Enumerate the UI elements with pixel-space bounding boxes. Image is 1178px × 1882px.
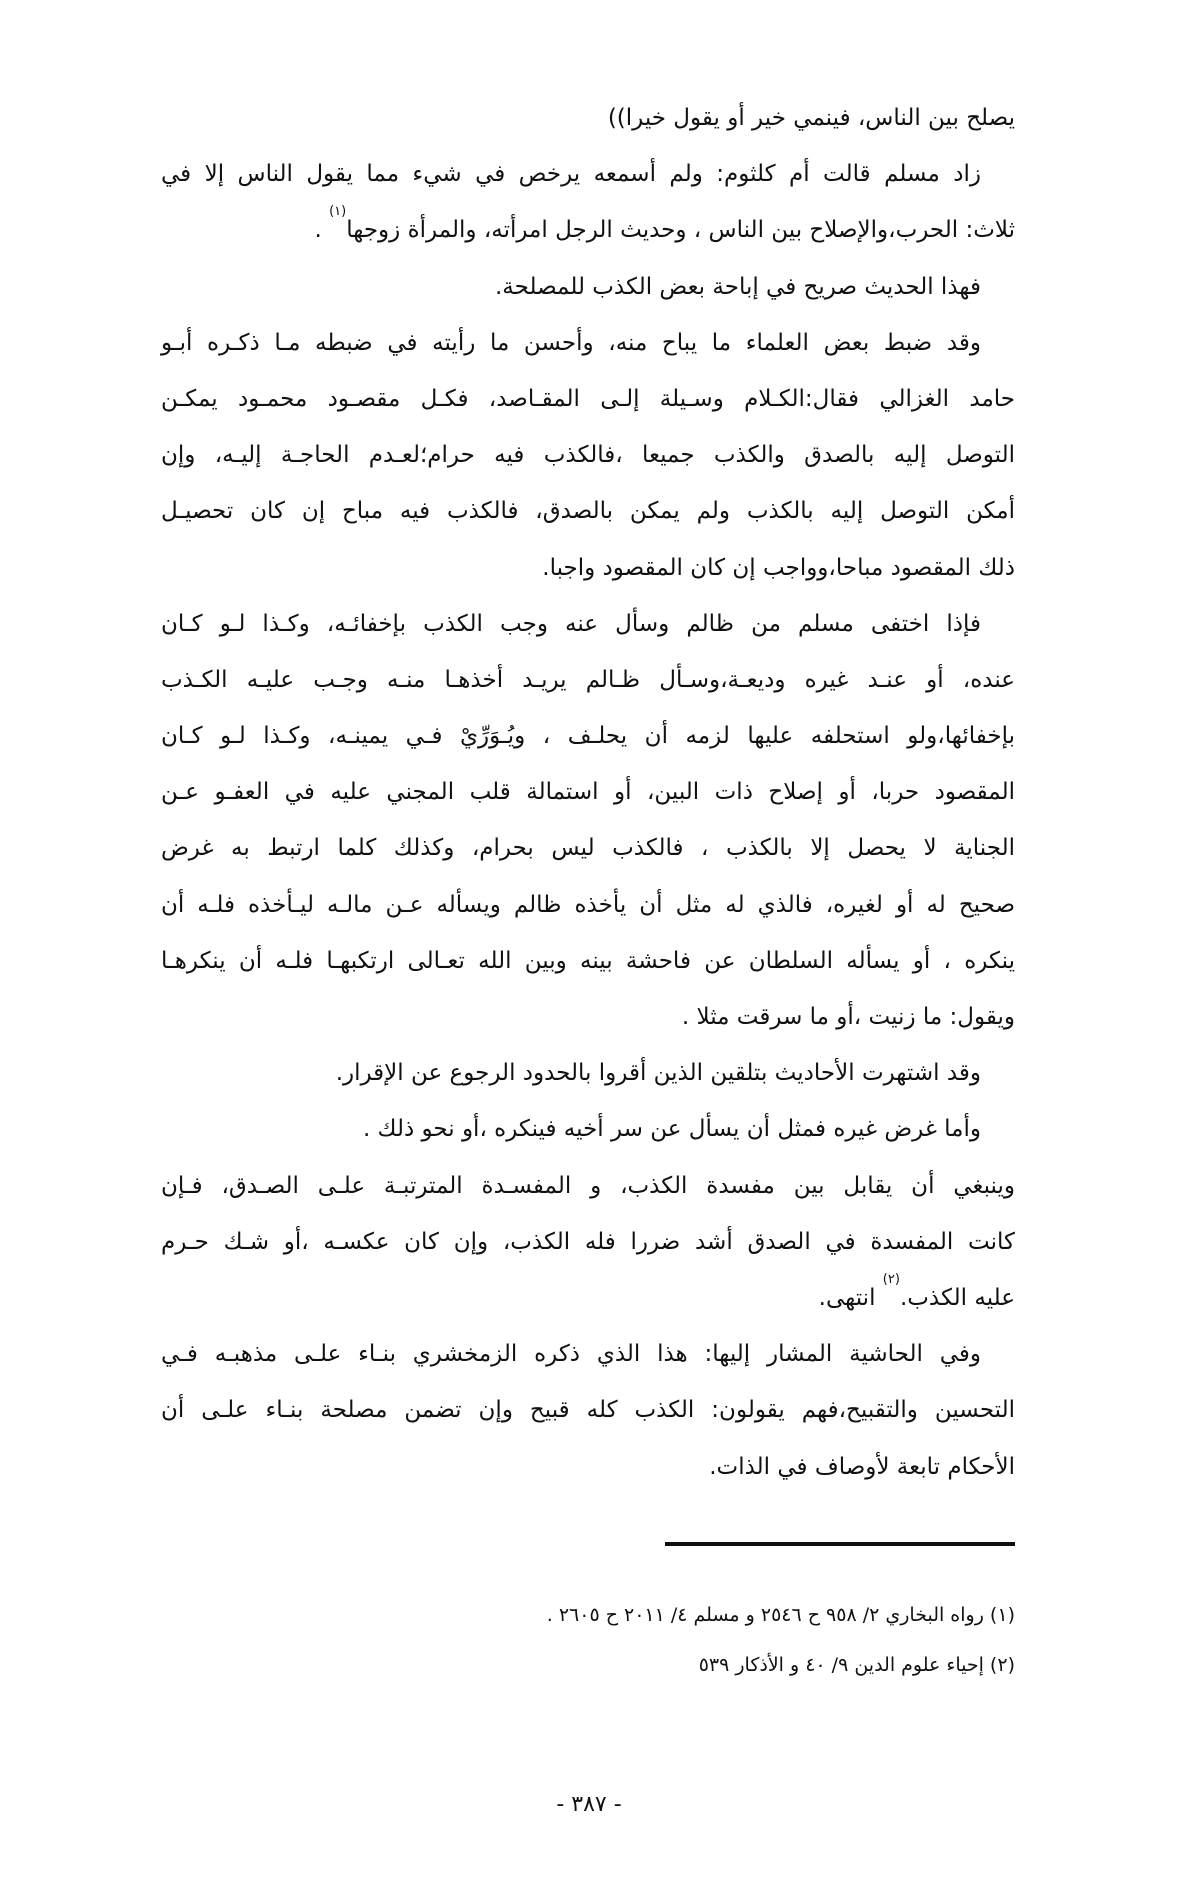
text-line: [161, 989, 1015, 1045]
text-line: [161, 596, 1015, 652]
text-line-content: [161, 1158, 1015, 1214]
text-line: [161, 1214, 1015, 1270]
text-line-content: [161, 146, 981, 202]
text-line-content: [161, 820, 1015, 876]
text-line-text: التحسين والتقبيح،فهم يقولون: الكذب كله قبيح وإن تضمن مصلحة بنـاء علـى أن: [161, 1397, 1015, 1424]
text-line-content: [161, 371, 1015, 427]
text-line-content: [709, 1439, 1015, 1495]
text-line-text: صحيح له أو لغيره، فالذي له مثل أن يأخذه ظالم ويسأله عـن مالـه ليـأخذه فلـه أن: [161, 891, 1015, 918]
text-line-tail: .: [314, 217, 330, 244]
text-line-text: وقد ضبط بعض العلماء ما يباح منه، وأحسن ما رأيته في ضبطه مـا ذكـره أبـو: [161, 329, 981, 356]
text-line-text: وأما غرض غيره فمثل أن يسأل عن سر أخيه فينكره ،أو نحو ذلك .: [362, 1116, 981, 1143]
text-line-text: الجناية لا يحصل إلا بالكذب ، فالكذب ليس بحرام، وكذلك كلما ارتبط به غرض: [161, 835, 1015, 862]
text-line: [161, 1439, 1015, 1495]
text-line: [161, 427, 1015, 483]
text-line-text: وقد اشتهرت الأحاديث بتلقين الذين أقروا بالحدود الرجوع عن الإقرار.: [335, 1060, 981, 1087]
text-line: [161, 315, 1015, 371]
text-line-text: بإخفائها،ولو استحلفه عليها لزمه أن يحلـف ، ويُـوَرِّيْ فـي يمينـه، وكـذا لـو كـان: [161, 723, 1015, 750]
footnote-divider: [665, 1542, 1015, 1546]
text-line-text: عنده، أو عنـد غيره وديعـة،وسـأل ظـالم يريـد أخذهـا منـه وجـب عليـه الكـذب: [161, 666, 1015, 693]
text-line-content: [161, 764, 1015, 820]
text-line: [161, 146, 1015, 202]
text-line-content: [161, 483, 1015, 539]
text-line-text: الأحكام تابعة لأوصاف في الذات.: [709, 1453, 1015, 1480]
text-line: [161, 371, 1015, 427]
text-line: [161, 820, 1015, 876]
text-line: [161, 652, 1015, 708]
text-line-content: [161, 427, 1015, 483]
text-line-content: [336, 1045, 981, 1101]
text-line-content: [161, 708, 1015, 764]
text-line: [161, 259, 1015, 315]
text-line-content: [161, 1382, 1015, 1438]
text-line-text: وفي الحاشية المشار إليها: هذا الذي ذكره الزمخشري بنـاء علـى مذهبـه فـي: [161, 1341, 981, 1368]
text-line: [161, 1326, 1015, 1382]
text-line-text: كانت المفسدة في الصدق أشد ضررا فله الكذب، وإن كان عكسـه ،أو شـك حـرم: [161, 1228, 1015, 1255]
text-line-text: عليه الكذب.: [899, 1284, 1015, 1311]
text-line-content: [161, 652, 1015, 708]
text-line-text: ثلاث: الحرب،والإصلاح بين الناس ، وحديث الرجل امرأته، والمرأة زوجها: [346, 217, 1015, 244]
text-line-text: ينكره ، أو يسأله السلطان عن فاحشة بينه وبين الله تعـالى ارتكبهـا فلـه أن ينكرهـا: [161, 947, 1015, 974]
text-line-content: [161, 933, 1015, 989]
text-line-tail: انتهى.: [818, 1284, 883, 1311]
footnote-2: (٢) إحياء علوم الدين ٩/ ٤٠ و الأذكار ٥٣٩: [698, 1654, 1015, 1676]
text-line: [161, 877, 1015, 933]
text-line: [161, 933, 1015, 989]
text-line-content: [542, 540, 1015, 596]
text-line-content: [819, 1270, 1015, 1326]
text-line-text: يصلح بين الناس، فينمي خير أو يقول خيرا)): [607, 105, 1015, 131]
footnote-1: (١) رواه البخاري ٢/ ٩٥٨ ح ٢٥٤٦ و مسلم ٤/ ٢٠١١ ح ٢٦٠٥ .: [546, 1604, 1015, 1626]
text-line-content: [161, 1214, 1015, 1270]
text-line: [161, 708, 1015, 764]
text-line-content: [363, 1101, 981, 1157]
text-line-text: حامد الغزالي فقال:الكـلام وسـيلة إلـى المقـاصد، فكـل مقصـود محمـود يمكـن: [161, 385, 1015, 412]
text-line-content: [161, 1326, 981, 1382]
text-line: [161, 483, 1015, 539]
footnote-reference[interactable]: (٢): [882, 1271, 900, 1287]
text-line-text: ذلك المقصود مباحا،وواجب إن كان المقصود واجبا.: [542, 554, 1015, 581]
page-number: - ٣٨٧ -: [556, 1792, 622, 1817]
text-line: [161, 1045, 1015, 1101]
body-text: [161, 90, 1015, 1495]
text-line-text: التوصل إليه بالصدق والكذب جميعا ،فالكذب فيه حرام؛لعـدم الحاجـة إليـه، وإن: [161, 442, 1015, 469]
text-line-text: فهذا الحديث صريح في إباحة بعض الكذب للمصلحة.: [495, 273, 981, 300]
text-line-text: المقصود حربا، أو إصلاح ذات البين، أو استمالة قلب المجني عليه في العفـو عـن: [161, 779, 1015, 806]
text-line: [161, 1270, 1015, 1326]
text-line-text: فإذا اختفى مسلم من ظالم وسأل عنه وجب الكذب بإخفائـه، وكـذا لـو كـان: [161, 610, 981, 637]
text-line-content: [495, 259, 981, 315]
text-line-content: [682, 989, 1015, 1045]
text-line-text: وينبغي أن يقابل بين مفسدة الكذب، و المفسـدة المترتبـة علـى الصـدق، فـإن: [161, 1172, 1015, 1199]
text-line: [161, 540, 1015, 596]
footnotes: [400, 1590, 1015, 1690]
text-line-text: ويقول: ما زنيت ،أو ما سرقت مثلا .: [681, 1004, 1015, 1030]
text-line-content: [314, 202, 1015, 258]
footnote-reference[interactable]: (١): [329, 204, 347, 220]
text-line: [161, 202, 1015, 258]
text-line-text: زاد مسلم قالت أم كلثوم: ولم أسمعه يرخص في شيء مما يقول الناس إلا في: [161, 161, 981, 188]
text-line: [161, 90, 1015, 146]
text-line-content: [161, 596, 981, 652]
text-line-content: [161, 315, 981, 371]
text-line: [161, 764, 1015, 820]
text-line: [161, 1158, 1015, 1214]
text-line-text: أمكن التوصل إليه بالكذب ولم يمكن بالصدق، فالكذب فيه مباح إن كان تحصيـل: [161, 498, 1015, 525]
text-line-content: [161, 877, 1015, 933]
text-line: [161, 1101, 1015, 1157]
text-line: [161, 1382, 1015, 1438]
text-line-content: [608, 90, 1015, 146]
